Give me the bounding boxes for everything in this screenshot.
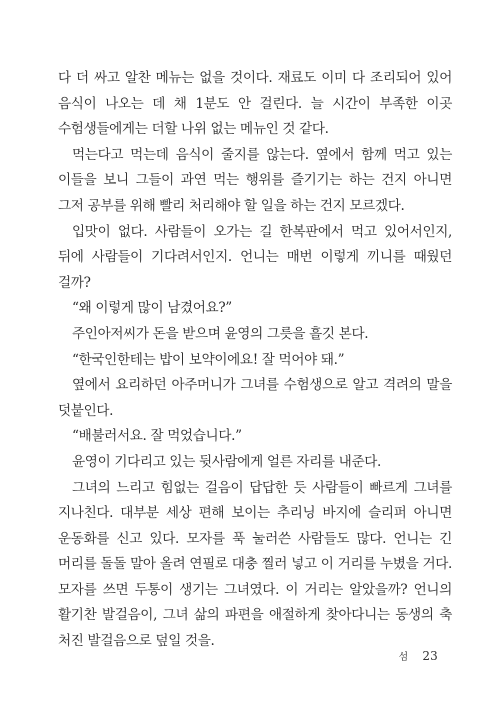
paragraph: 먹는다고 먹는데 음식이 줄지를 않는다. 옆에서 함께 먹고 있는 이들을 보니 그들이 과연 먹는 행위를 즐기기는 하는 건지 아니면 그저 공부를 위해 빨리 처리해야 할 일을 하는 건지 모르겠다. [58,146,452,214]
book-page [58,66,452,686]
dialogue-line: “배불러서요. 잘 먹었습니다.” [72,428,242,445]
dialogue-line: “한국인한테는 밥이 보약이에요! 잘 먹어야 돼.” [72,351,345,368]
body-text [58,66,452,655]
running-title: 섬 [398,652,409,663]
paragraph: 그녀의 느리고 힘없는 걸음이 답답한 듯 사람들이 빠르게 그녀를 지나친다. 대부분 세상 편해 보이는 추리닝 바지에 슬리퍼 아니면 운동화를 신고 있다. 모자를 푹 눌러쓴 사람들도 많다. 언니는 긴 머리를 돌돌 말아 올려 연필로 대충 찔러 넣고 이 거리를 누볐을 거다. 모자를 쓰면 두통이 생기는 그녀였다. 이 거리는 알았을까? 언니의 활기찬 발걸음이, 그녀 삶의 파편을 애절하게 찾아다니는 동생의 축 처진 발걸음으로 덮일 것을. [58,479,452,650]
paragraph: 입맛이 없다. 사람들이 오가는 길 한복판에서 먹고 있어서인지, 뒤에 사람들이 기다려서인지. 언니는 매번 이렇게 끼니를 때웠던 걸까? [58,223,452,291]
paragraph: 옆에서 요리하던 아주머니가 그녀를 수험생으로 알고 격려의 말을 덧붙인다. [58,377,452,419]
paragraph: 윤영이 기다리고 있는 뒷사람에게 얼른 자리를 내준다. [72,453,381,470]
paragraph-continued: 다 더 싸고 알찬 메뉴는 없을 것이다. 재료도 이미 다 조리되어 있어 음식이 나오는 데 채 1분도 안 걸린다. 늘 시간이 부족한 이곳 수험생들에게는 더할 나위 없는 메뉴인 것 같다. [58,70,452,138]
paragraph: 주인아저씨가 돈을 받으며 윤영의 그릇을 흘깃 본다. [72,325,369,342]
page-footer [398,648,438,663]
dialogue-line: “왜 이렇게 많이 남겼어요?” [72,300,232,317]
page-number: 23 [422,649,438,663]
